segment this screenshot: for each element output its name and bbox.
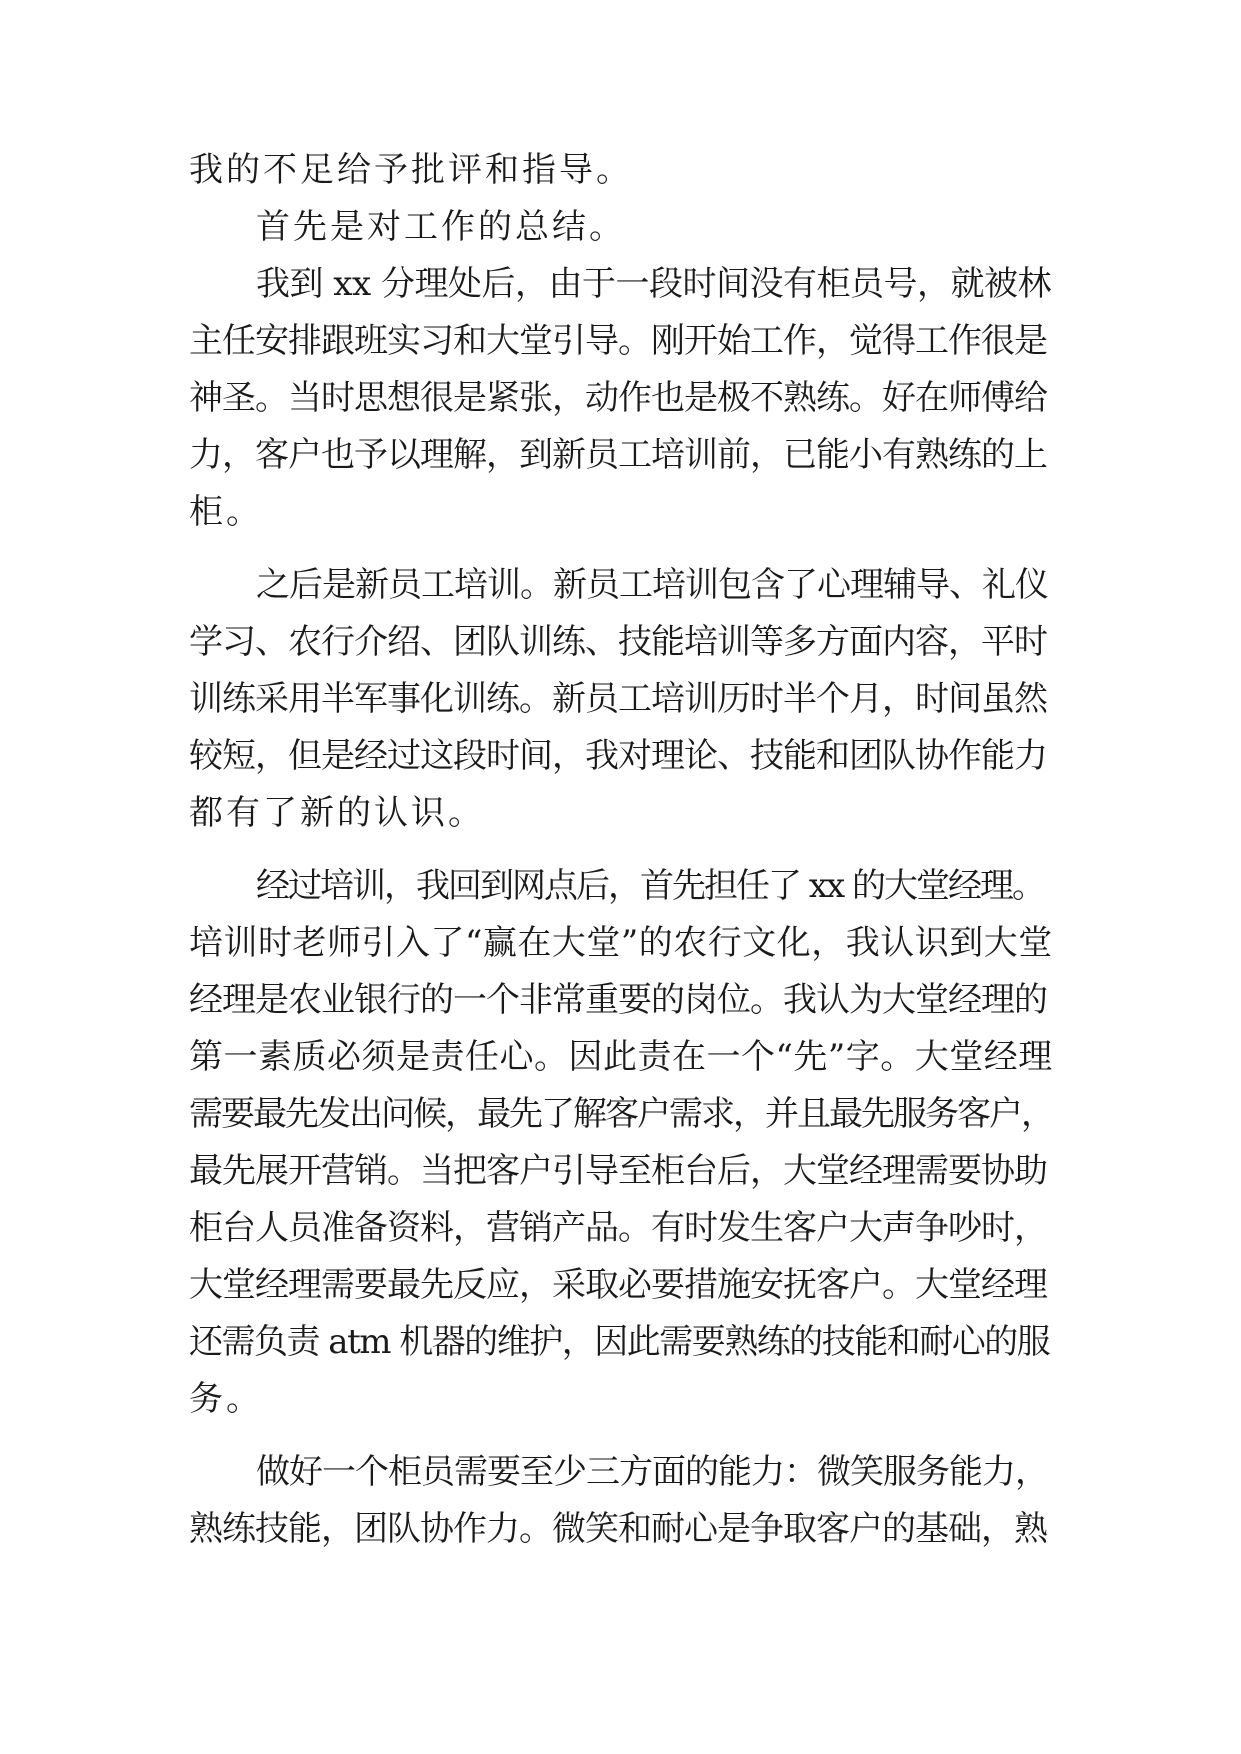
text-line: 首先是对工作的总结。: [256, 207, 626, 247]
text-line: 经过培训，我回到网点后，首先担任了 xx 的大堂经理。: [256, 866, 1044, 906]
text-line: 力，客户也予以理解，到新员工培训前，已能小有熟练的上: [189, 435, 1047, 475]
text-line: 需要最先发出问候，最先了解客户需求，并且最先服务客户，: [189, 1094, 1053, 1134]
text-line: 熟练技能，团队协作力。微笑和耐心是争取客户的基础，熟: [189, 1509, 1047, 1549]
text-line: 务。: [189, 1379, 263, 1419]
text-line: 第一素质必须是责任心。因此责在一个“先”字。大堂经理: [189, 1037, 1053, 1077]
text-line: 较短，但是经过这段时间，我对理论、技能和团队协作能力: [189, 736, 1047, 776]
text-line: 最先展开营销。当把客户引导至柜台后，大堂经理需要协助: [189, 1151, 1047, 1191]
text-line: 柜。: [189, 492, 263, 532]
text-line: 都有了新的认识。: [189, 793, 485, 833]
text-line: 培训时老师引入了“赢在大堂”的农行文化，我认识到大堂: [189, 923, 1053, 963]
text-line: 大堂经理需要最先反应，采取必要措施安抚客户。大堂经理: [189, 1265, 1047, 1305]
text-line: 神圣。当时思想很是紧张，动作也是极不熟练。好在师傅给: [189, 378, 1047, 418]
text-line: 柜台人员准备资料，营销产品。有时发生客户大声争吵时，: [189, 1208, 1047, 1248]
text-line: 经理是农业银行的一个非常重要的岗位。我认为大堂经理的: [189, 980, 1047, 1020]
text-line: 我的不足给予批评和指导。: [189, 150, 633, 190]
text-line: 学习、农行介绍、团队训练、技能培训等多方面内容，平时: [189, 622, 1047, 662]
text-line: 之后是新员工培训。新员工培训包含了心理辅导、礼仪: [256, 565, 1048, 605]
text-line: 主任安排跟班实习和大堂引导。刚开始工作，觉得工作很是: [189, 321, 1047, 361]
text-line: 做好一个柜员需要至少三方面的能力：微笑服务能力，: [256, 1452, 1048, 1492]
text-line: 训练采用半军事化训练。新员工培训历时半个月，时间虽然: [189, 679, 1047, 719]
text-line: 我到 xx 分理处后，由于一段时间没有柜员号，就被林: [256, 264, 1051, 304]
text-line: 还需负责 atm 机器的维护，因此需要熟练的技能和耐心的服: [189, 1322, 1050, 1362]
